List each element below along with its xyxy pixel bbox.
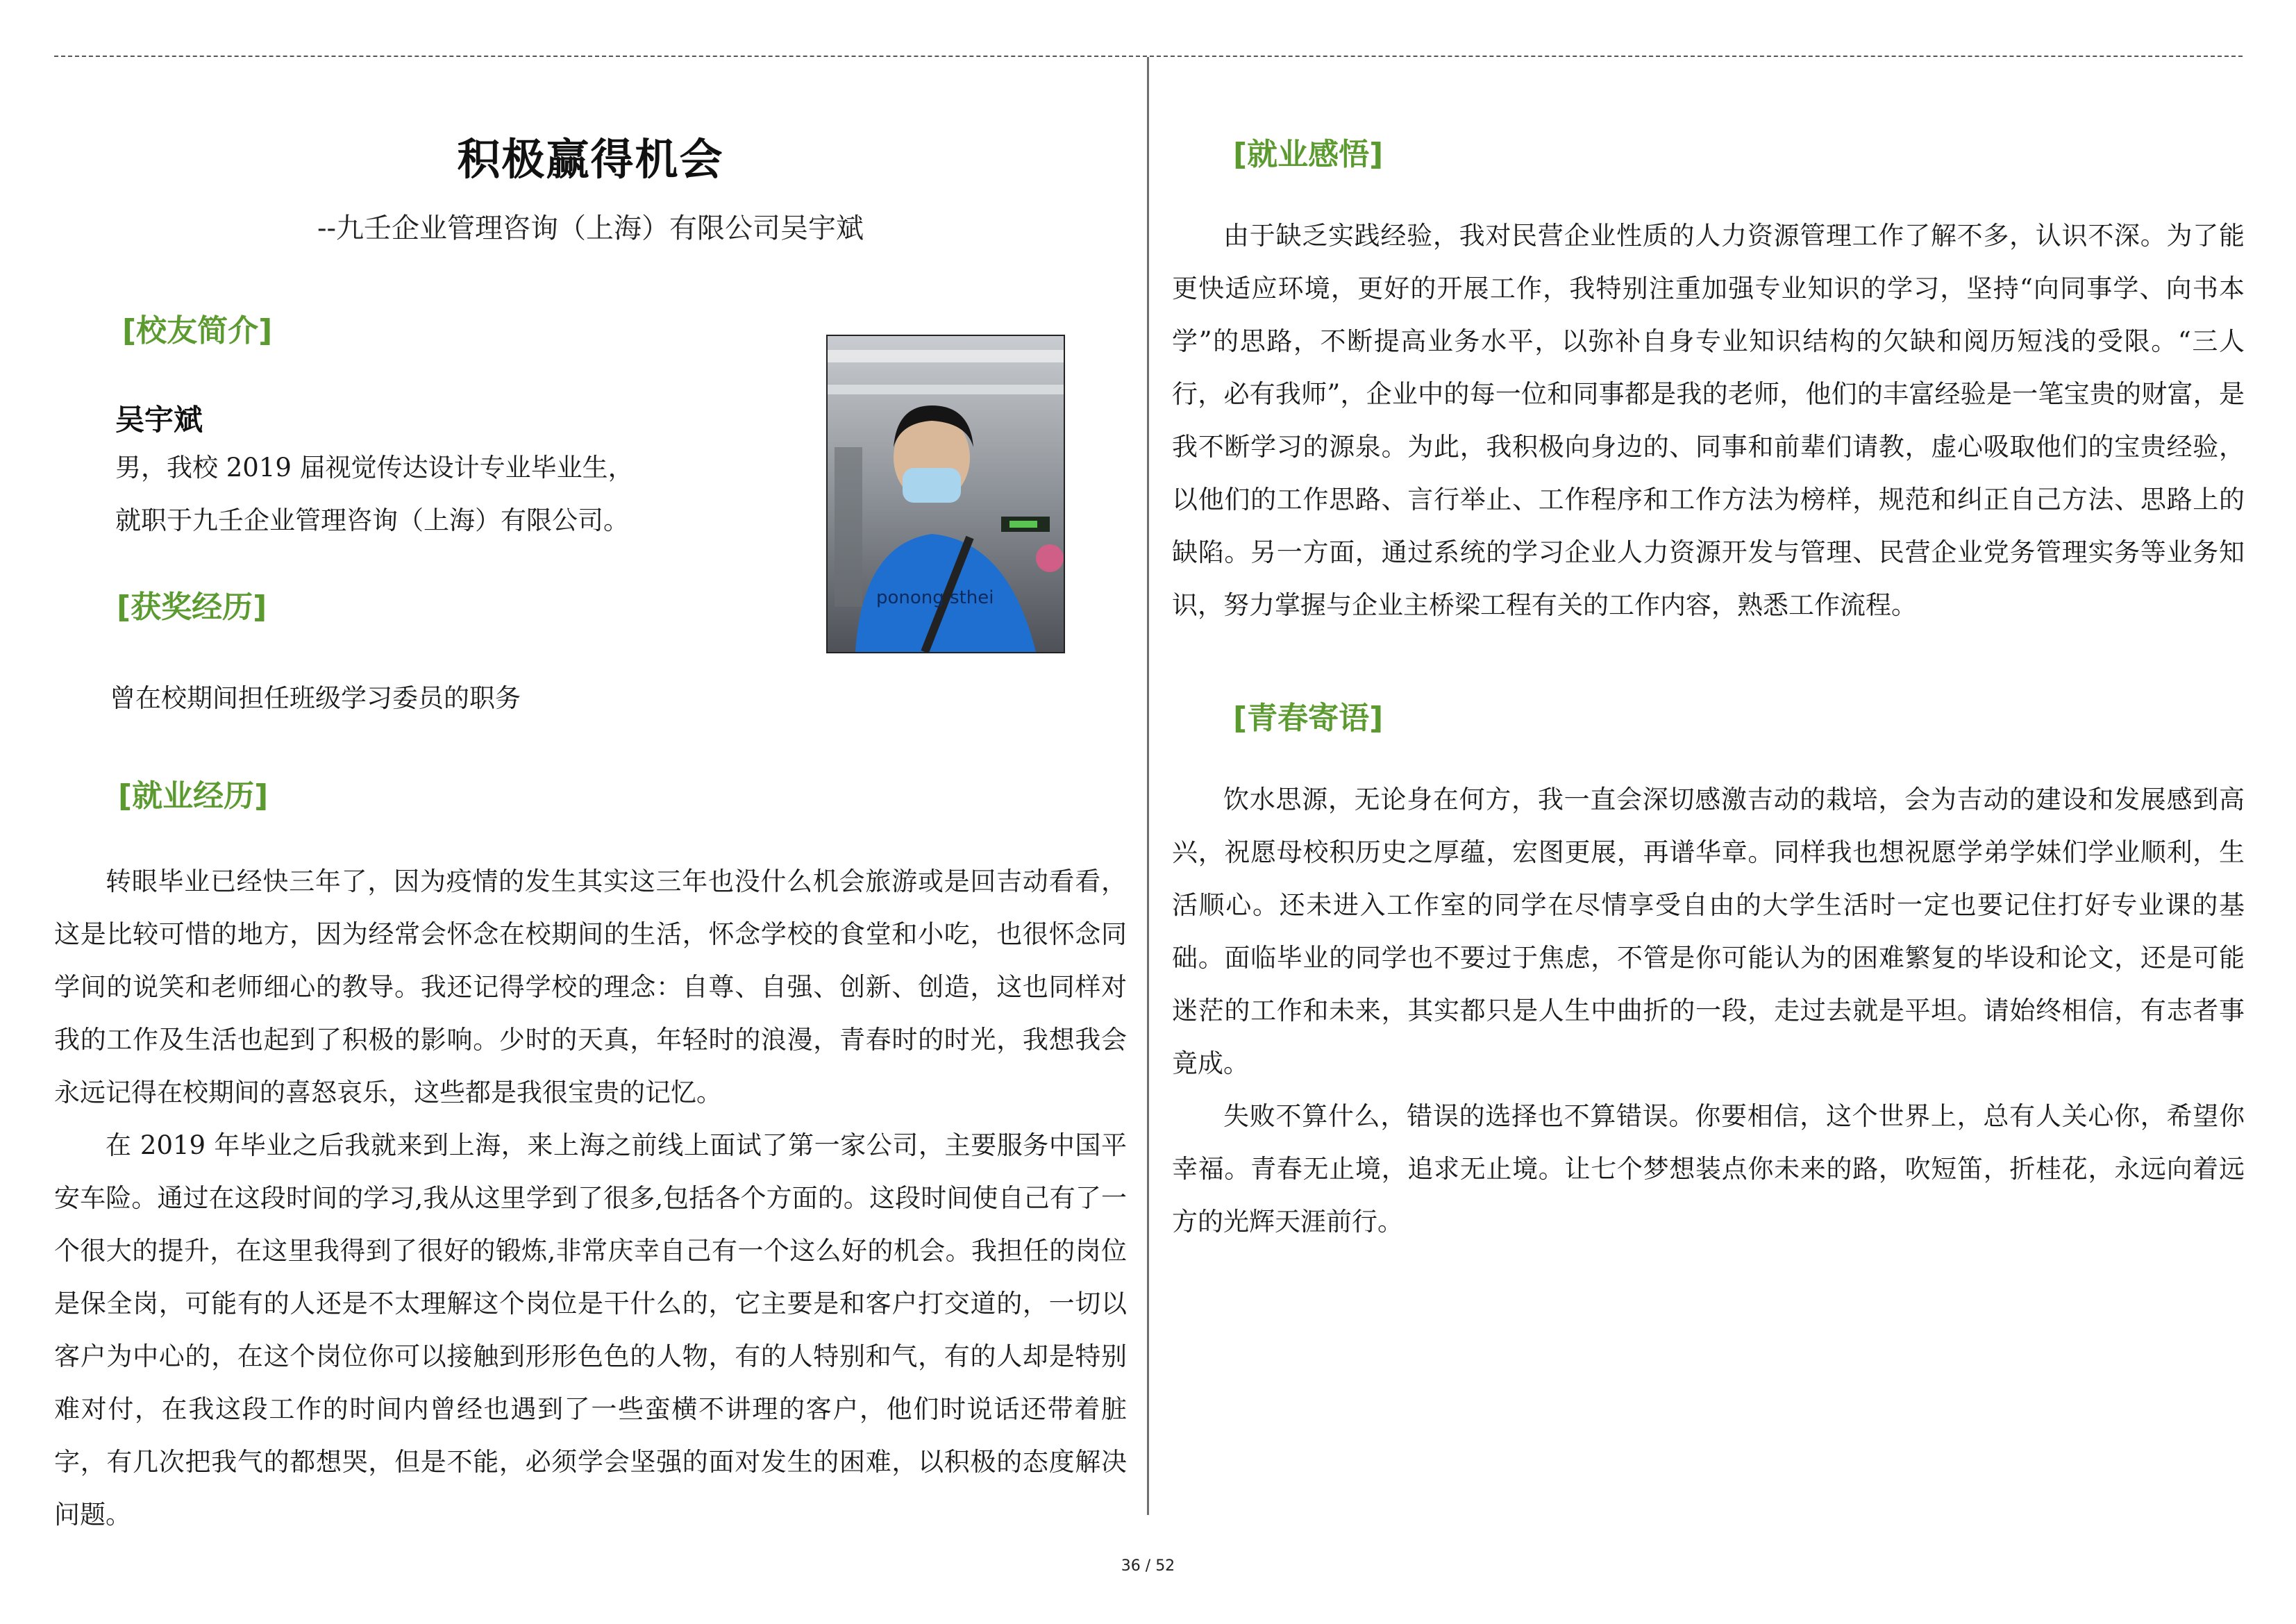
profile-body — [54, 397, 844, 547]
page-subtitle: --九壬企业管理咨询（上海）有限公司吴宇斌 — [317, 212, 864, 244]
insight-heading: [就业感悟] — [1233, 137, 1384, 172]
message-paragraph: 饮水思源，无论身在何方，我一直会深切感激吉动的栽培，会为吉动的建设和发展感到高兴，祝愿母校积历史之厚蕴，宏图更展，再谱华章。同样我也想祝愿学弟学妹们学业顺利，生活顺心。还未进入工作室的同学在尽情享受自由的大学生活时一定也要记住打好专业课的基础。面临毕业的同学也不要过于焦虑，不管是你可能认为的困难繁复的毕设和论文，还是可能迷茫的工作和未来，其实都只是人生中曲折的一段，走过去就是平坦。请始终相信，有志者事竟成。 — [1172, 785, 2245, 1078]
insight-section — [1172, 129, 2245, 632]
page-number: 36 / 52 — [1121, 1557, 1175, 1575]
alumnus-name: 吴宇斌 — [115, 403, 203, 437]
photo-shirt-text: ponong sthei — [876, 587, 994, 608]
right-column — [1172, 104, 2245, 1248]
photo-illustration — [828, 336, 1064, 652]
insight-paragraph: 由于缺乏实践经验，我对民营企业性质的人力资源管理工作了解不多，认识不深。为了能更快适应环境，更好的开展工作，我特别注重加强专业知识的学习，坚持“向同事学、向书本学”的思路，不断提高业务水平，以弥补自身专业知识结构的欠缺和阅历短浅的受限。“三人行，必有我师”，企业中的每一位和同事都是我的老师，他们的丰富经验是一笔宝贵的财富，是我不断学习的源泉。为此，我积极向身边的、同事和前辈们请教，虚心吸取他们的宝贵经验，以他们的工作思路、言行举止、工作程序和工作方法为榜样，规范和纠正自己方法、思路上的缺陷。另一方面，通过系统的学习企业人力资源开发与管理、民营企业党务管理实务等业务知识，努力掌握与企业主桥梁工程有关的工作内容，熟悉工作流程。 — [1172, 221, 2245, 620]
alumnus-photo — [826, 335, 1065, 653]
profile-line: 就职于九壬企业管理咨询（上海）有限公司。 — [115, 505, 629, 535]
profile-line: 男，我校 2019 届视觉传达设计专业毕业生， — [115, 453, 634, 483]
message-section — [1172, 693, 2245, 1248]
message-heading: [青春寄语] — [1233, 701, 1384, 736]
employment-paragraph: 在 2019 年毕业之后我就来到上海，来上海之前线上面试了第一家公司，主要服务中国平安车险。通过在这段时间的学习,我从这里学到了很多,包括各个方面的。这段时间使自己有了一个很大的提升，在这里我得到了很好的锻炼,非常庆幸自己有一个这么好的机会。我担任的岗位是保全岗，可能有的人还是不太理解这个岗位是干什么的，它主要是和客户打交道的，一切以客户为中心的，在这个岗位你可以接触到形形色色的人物，有的人特别和气，有的人却是特别难对付，在我这段工作的时间内曾经也遇到了一些蛮横不讲理的客户，他们时说话还带着脏字，有几次把我气的都想哭，但是不能，必须学会坚强的面对发生的困难，以积极的态度解决问题。 — [54, 1130, 1127, 1530]
employment-heading: [就业经历] — [118, 778, 269, 814]
page-title: 积极赢得机会 — [457, 134, 724, 185]
profile-heading: [校友简介] — [122, 313, 273, 349]
employment-section — [54, 771, 1127, 1541]
message-paragraph: 失败不算什么，错误的选择也不算错误。你要相信，这个世界上，总有人关心你，希望你幸福。青春无止境，追求无止境。让七个梦想装点你未来的路，吹短笛，折桂花，永远向着远方的光辉天涯前行。 — [1172, 1101, 2245, 1237]
employment-paragraph: 转眼毕业已经快三年了，因为疫情的发生其实这三年也没什么机会旅游或是回吉动看看，这是比较可惜的地方，因为经常会怀念在校期间的生活，怀念学校的食堂和小吃，也很怀念同学间的说笑和老师细心的教导。我还记得学校的理念：自尊、自强、创新、创造，这也同样对我的工作及生活也起到了积极的影响。少时的天真，年轻时的浪漫，青春时的时光，我想我会永远记得在校期间的喜怒哀乐，这些都是我很宝贵的记忆。 — [54, 867, 1127, 1107]
awards-heading: [获奖经历] — [117, 589, 267, 625]
column-divider — [1147, 57, 1149, 1515]
left-column — [54, 104, 1127, 1541]
awards-text: 曾在校期间担任班级学习委员的职务 — [110, 683, 521, 713]
